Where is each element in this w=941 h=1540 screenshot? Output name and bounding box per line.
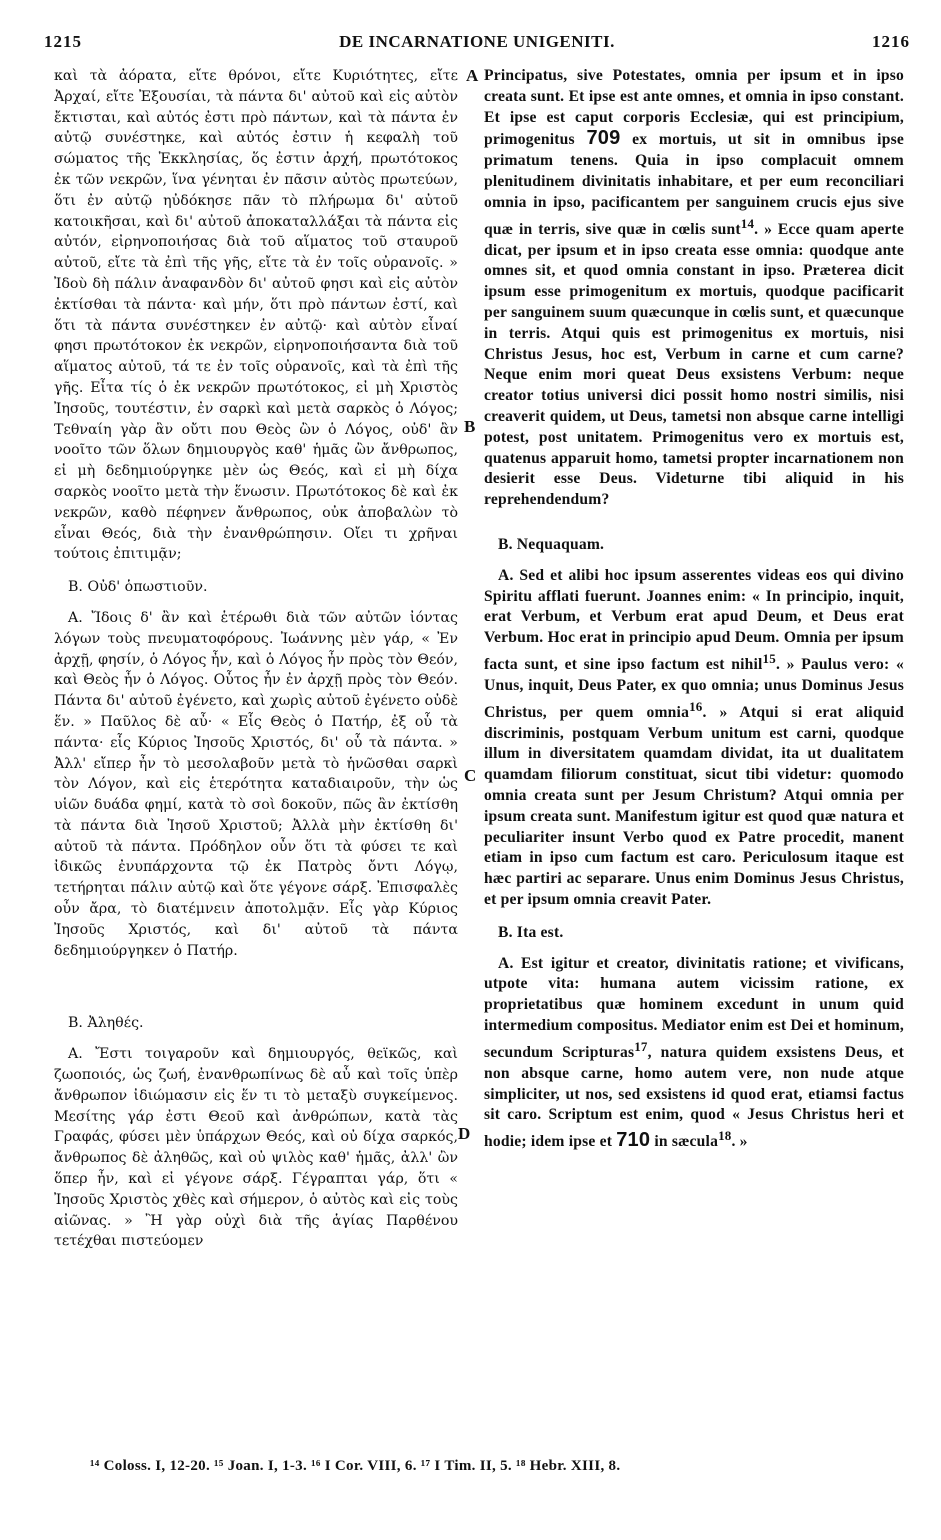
- page-number-left: 1215: [44, 32, 82, 51]
- latin-text: . »: [731, 1133, 748, 1151]
- latin-paragraph-3: [484, 954, 904, 1154]
- margin-marker-c: C: [464, 766, 477, 785]
- latin-speaker-b-2: B. Ita est.: [498, 923, 564, 941]
- latin-speaker-b-1: B. Nequaquam.: [498, 535, 605, 553]
- latin-text: A. Est igitur et creator, divinitatis ratione; et vivificans, utpote vita: humana autem vicissim ratione, ex proprietatibus quæ hominem excedunt in unum quid intermedium compositus. Mediator enim est Dei et hominum, secundum Scripturas: [484, 954, 904, 1062]
- running-header: [44, 32, 910, 58]
- footnote-ref: 18: [718, 1128, 732, 1144]
- latin-text: . » Paulus vero: « Unus, inquit, Deus Pater, ex quo omnia; unus Dominus Jesus Christus, per quem omnia: [484, 656, 904, 721]
- greek-paragraph-3: Α. Ἔστι τοιγαροῦν καὶ δημιουργός, θεϊκῶς, καὶ ζωοποιός, ὡς ζωή, ἐνανθρωπίνως δὲ αὖ καὶ τοῖς ὑπὲρ ἄνθρωπον ἰδιώμασιν εἰς ἕν τι τὸ μεταξὺ συγκείμενος. Μεσίτης γάρ ἐστι Θεοῦ καὶ ἀνθρώπων, κατὰ τὰς Γραφάς, φύσει μὲν ὑπάρχων Θεός, καὶ οὐ δίχα σαρκός, ἄνθρωπος δὲ ἀληθῶς, καὶ οὐ ψιλὸς καθ' ἡμᾶς, ἀλλ' ὢν ὅπερ ἦν, καὶ εἰ γέγονε σάρξ. Γέγραπται γάρ, ὅτι « Ἰησοῦς Χριστὸς χθὲς καὶ σήμερον, ὁ αὐτὸς καὶ εἰς τοὺς αἰῶνας. » Ἢ γὰρ οὐχὶ διὰ τῆς ἁγίας Παρθένου τετέχθαι πιστεύομεν: [54, 1046, 458, 1250]
- greek-speaker-b-2: Β. Ἀληθές.: [68, 1015, 144, 1032]
- footnotes: ¹⁴ Coloss. I, 12-20. ¹⁵ Joan. I, 1-3. ¹⁶ I Cor. VIII, 6. ¹⁷ I Tim. II, 5. ¹⁸ Hebr. XIII, 8.: [90, 1458, 621, 1474]
- latin-paragraph-1: [484, 66, 904, 511]
- greek-speaker-b-1: Β. Οὐδ' ὁπωστιοῦν.: [68, 579, 208, 596]
- margin-marker-b: B: [464, 417, 476, 436]
- page-number-710: 710: [616, 1129, 651, 1152]
- greek-column: [54, 66, 458, 1436]
- running-title: DE INCARNATIONE UNIGENITI.: [339, 32, 615, 51]
- page-number-709: 709: [586, 127, 621, 150]
- greek-paragraph-2: Α. Ἴδοις δ' ἂν καὶ ἑτέρωθι διὰ τῶν αὐτῶν ἰόντας λόγων τοὺς πνευματοφόρους. Ἰωάννης μὲν γάρ, « Ἐν ἀρχῇ, φησίν, ὁ Λόγος ἦν, καὶ ὁ Λόγος ἦν πρὸς τὸν Θεόν, καὶ Θεὸς ἦν ὁ Λόγος. Οὗτος ἦν ἐν ἀρχῇ πρὸς τὸν Θεόν. Πάντα δι' αὐτοῦ ἐγένετο, καὶ χωρὶς αὐτοῦ ἐγένετο οὐδὲ ἕν. » Παῦλος δὲ αὖ· « Εἷς Θεὸς ὁ Πατήρ, ἐξ οὗ τὰ πάντα· εἷς Κύριος Ἰησοῦς Χριστός, δι' οὗ τὰ πάντα. » Ἀλλ' εἴπερ ἦν τὸ μεσολαβοῦν μετὰ τὸ ἡνῶσθαι σαρκὶ τὸν Λόγον, καὶ εἰς ἑτερότητα καταδιαιροῦν, τὴν ὡς υἱῶν δυάδα φημί, κατὰ τὸ σοὶ δοκοῦν, πῶς ἂν ἐκτίσθη τὰ πάντα διὰ Ἰησοῦ Χριστοῦ; Ἀλλὰ μὴν ἐκτίσθη δι' αὐτοῦ τὰ πάντα. Πρόδηλον οὖν ὅτι τὰ φύσει τε καὶ ἰδικῶς ἐνυπάρχοντα τῷ ἐκ Πατρὸς ὄντι Λόγῳ, τετήρηται πάλιν αὐτῷ καὶ ὅτε γέγονε σάρξ. Ἐπισφαλὲς οὖν ἄρα, τὸ διατέμνειν ἀποτολμᾷν. Εἷς γὰρ Κύριος Ἰησοῦς Χριστός, καὶ δι' αὐτοῦ τὰ πάντα δεδημιούργηκεν ὁ Πατήρ.: [54, 609, 458, 959]
- latin-text: . » Ecce quam aperte dicat, per ipsum et in ipso creata esse omnia: quodque ante omnes sit, et quod omnia constant in ipso. Præterea dicit ipsum esse primogenitum ex mortuis, quodque pacificarit per sanguinem suum quæcunque in cœlis sunt, et quæcunque in terris. Atqui quis est primogenitus ex mortuis, nisi Christus Jesus, hoc est, Verbum in carne et cum carne? Neque enim mori queat Deus exsistens Verbum: neque creator totius universi dici possit homo nostri similis, nisi creaverit quidem, ut Deus, tametsi non absque carne intelligi potest, post unitatem. Primogenitus vero ex mortuis est, quatenus apparuit homo, tametsi propter incarnationem non desierit esse Deus. Videturne tibi aliquid in his reprehendendum?: [484, 220, 904, 509]
- greek-paragraph-1: καὶ τὰ ἀόρατα, εἴτε θρόνοι, εἴτε Κυριότητες, εἴτε Ἀρχαί, εἴτε Ἐξουσίαι, τὰ πάντα δι' αὐτοῦ καὶ εἰς αὐτὸν ἔκτισται, καὶ αὐτός ἐστι πρὸ πάντων, καὶ τὰ πάντα ἐν αὐτῷ συνέστηκε, καὶ αὐτός ἐστιν ἡ κεφαλὴ τοῦ σώματος τῆς Ἐκκλησίας, ὅς ἐστιν ἀρχή, πρωτότοκος ἐκ τῶν νεκρῶν, ἵνα γένηται ἐν πᾶσιν αὐτὸς πρωτεύων, ὅτι ἐν αὐτῷ ηὐδόκησε πᾶν τὸ πλήρωμα δι' αὐτοῦ κατοικῆσαι, καὶ δι' αὐτοῦ ἀποκαταλλάξαι τὰ πάντα εἰς αὐτόν, εἰρηνοποιήσας διὰ τοῦ αἵματος τοῦ σταυροῦ αὐτοῦ, εἴτε τὰ ἐπὶ τῆς γῆς, εἴτε τὰ ἐν τοῖς οὐρανοῖς. » Ἰδοὺ δὴ πάλιν ἀναφανδὸν δι' αὐτοῦ φησι καὶ εἰς αὐτὸν ἐκτίσθαι τὰ πάντα· καὶ μήν, ὅτι πρὸ πάντων ἐστί, καὶ ὅτι τὰ πάντα συνέστηκεν ἐν αὐτῷ· καὶ αὐτὸν εἶναί φησι πρωτότοκον ἐκ νεκρῶν, εἰρηνοποιήσαντα διὰ τοῦ αἵματος αὐτοῦ, τά τε ἐν τοῖς οὐρανοῖς, καὶ τὰ ἐπὶ τῆς γῆς. Εἶτα τίς ὁ ἐκ νεκρῶν πρωτότοκος, εἰ μὴ Χριστὸς Ἰησοῦς, τουτέστιν, ἐν σαρκὶ καὶ μετὰ σαρκὸς ὁ Λόγος; Τεθναίη γὰρ ἂν οὔτι που Θεὸς ὢν ὁ Λόγος, οὐδ' ἂν νοοῖτο τῶν ὅλων δημιουργὸς καθ' ἡμᾶς ὢν ἄνθρωπος, εἰ μὴ δεδημιούργηκε μὲν ὡς Θεός, καὶ εἰ μὴ δίχα σαρκὸς νοοῖτο μετὰ τὴν ἕνωσιν. Πρωτότοκος δὲ καὶ ἐκ νεκρῶν, καθὸ πέφηνεν ἄνθρωπος, οὐκ ἀποβαλὼν τὸ εἶναι Θεός, διὰ τὴν ἐνανθρώπησιν. Οἴει τι χρῆναι τούτοις ἐπιτιμᾷν;: [54, 68, 458, 563]
- footnote-ref: 15: [762, 650, 776, 666]
- latin-text: , natura quidem exsistens Deus, et non absque carne, homo autem vere, non nude atque simpliciter, ut nos, sed exsistens id quod erat, etiamsi factus sit caro. Scriptum est enim, quod « Jesus Christus heri et hodie; idem ipse et: [484, 1044, 904, 1151]
- margin-marker-d: D: [458, 1124, 471, 1143]
- footnote-ref: 14: [740, 215, 755, 231]
- latin-text: . » Atqui si erat aliquid discriminis, postquam Verbum unitum est carni, quodque illum in diversitatem quamdam dividat, ita ut dualitatem quamdam filiorum constituat, sicut tibi videtur: quomodo omnia creata sunt per Jesum Christum? Atqui omnia per ipsum creata sunt. Manifestum igitur est quod quæ natura et peculiariter insunt Verbo quod ex Patre procedit, manent etiam in ipso cum factum est caro. Periculosum itaque est hæc partiri ac separare. Unus enim Dominus Jesus Christus, et per ipsum omnia creavit Pater.: [484, 703, 904, 909]
- latin-text: ex mortuis, ut sit in omnibus ipse primatum tenens. Quia in ipso complacuit omnem plenitudinem divinitatis inhabitare, et per eum reconciliari omnia in ipso, pacificantem per sanguinem crucis ejus sive quæ in terris, sive quæ in cœlis sunt: [484, 131, 904, 238]
- latin-text: in sæcula: [654, 1133, 719, 1151]
- latin-column: [484, 66, 904, 1436]
- footnote-ref: 17: [634, 1038, 648, 1054]
- latin-text: A. Sed et alibi hoc ipsum asserentes videas eos qui divino Spiritu afflati fuerunt. Joannes enim: « In principio, inquit, erat Verbum, et Verbum erat apud Deum, et Deus erat Verbum. Hoc erat in principio apud Deum. Omnia per ipsum facta sunt, et sine ipso factum est nihil: [484, 566, 904, 674]
- footnote-ref: 16: [689, 698, 703, 714]
- latin-paragraph-2: [484, 566, 904, 911]
- margin-marker-a: A: [466, 66, 479, 85]
- latin-text: Principatus, sive Potestates, omnia per ipsum et in ipso creata sunt. Et ipse est ante omnes, et omnia in ipso constant. Et ipse est caput corporis Ecclesiæ, qui est principium, primogenitus: [484, 67, 904, 149]
- page-number-right: 1216: [872, 32, 910, 51]
